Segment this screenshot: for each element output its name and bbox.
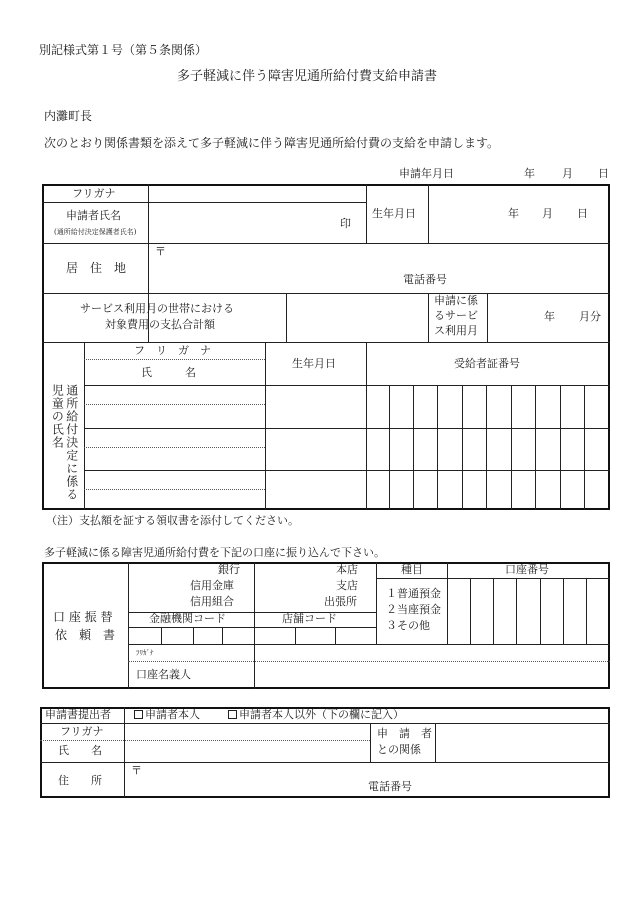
applicant-name-field[interactable] bbox=[149, 203, 365, 243]
child-row[interactable] bbox=[85, 429, 609, 470]
account-number-header: 口座番号 bbox=[505, 563, 549, 576]
application-date-day: 日 bbox=[598, 167, 609, 180]
application-date-label: 申請年月日 bbox=[399, 167, 454, 180]
children-cert-header: 受給者証番号 bbox=[454, 357, 520, 370]
service-total-label-1: サービス利用月の世帯における bbox=[80, 302, 234, 315]
institution-code-label: 金融機関コード bbox=[149, 612, 226, 625]
checkbox-self-icon[interactable] bbox=[134, 710, 143, 719]
intro-text: 次のとおり関係書類を添えて多子軽減に伴う障害児通所給付費の支給を申請します。 bbox=[44, 136, 500, 150]
service-month-label-3: ス利用月 bbox=[434, 324, 478, 337]
address-field[interactable] bbox=[149, 244, 609, 293]
holder-name-field[interactable] bbox=[255, 662, 609, 688]
address-label: 居 住 地 bbox=[66, 261, 127, 275]
service-year: 年 bbox=[544, 310, 555, 323]
applicant-birth-month: 月 bbox=[542, 207, 553, 220]
service-month-label-1: 申請に係 bbox=[434, 294, 478, 307]
account-type-option[interactable]: １普通預金 bbox=[386, 587, 441, 600]
phone-label: 電話番号 bbox=[403, 273, 447, 286]
applicant-furigana-label: フリガナ bbox=[72, 187, 116, 200]
account-number-field[interactable] bbox=[448, 579, 609, 644]
bank-section-label-2: 依 頼 書 bbox=[55, 628, 116, 642]
submitter-option-other[interactable]: 申請者本人以外（下の欄に記入） bbox=[228, 709, 404, 722]
seal-mark: 印 bbox=[340, 217, 351, 230]
postal-mark: 〒 bbox=[155, 245, 166, 258]
applicant-birthdate-label: 生年月日 bbox=[372, 207, 416, 220]
submitter-phone-label: 電話番号 bbox=[368, 780, 412, 793]
branch-type-office: 出張所 bbox=[324, 595, 357, 608]
branch-type-main: 本店 bbox=[336, 563, 358, 576]
account-type-option[interactable]: ２当座預金 bbox=[386, 603, 441, 616]
children-furigana-header: フ リ ガ ナ bbox=[134, 344, 211, 357]
submitter-address-label: 住 所 bbox=[58, 774, 102, 787]
service-month: 月分 bbox=[579, 310, 601, 323]
bank-type-kumiai: 信用組合 bbox=[190, 595, 234, 608]
service-month-label-2: るサービ bbox=[434, 309, 478, 322]
service-total-label-2: 対象費用の支払合計額 bbox=[105, 318, 215, 331]
children-name-header: 氏 名 bbox=[141, 366, 196, 379]
submitter-label: 申請書提出者 bbox=[45, 708, 111, 721]
bank-section-label-1: 口 座 振 替 bbox=[53, 610, 113, 624]
submitter-relation-field[interactable] bbox=[436, 724, 609, 762]
submitter-name-label: 氏 名 bbox=[58, 744, 102, 757]
form-number: 別記様式第１号（第５条関係） bbox=[39, 43, 208, 57]
submitter-name-field[interactable] bbox=[125, 724, 369, 762]
children-side-label: 通所給付決定に係る児童の氏名 bbox=[50, 384, 79, 501]
application-date-year: 年 bbox=[524, 167, 535, 180]
form-title: 多子軽減に伴う障害児通所給付費支給申請書 bbox=[177, 69, 438, 84]
bank-type-bank: 銀行 bbox=[218, 563, 240, 576]
receipt-note: （注）支払額を証する領収書を添付してください。 bbox=[46, 514, 299, 527]
applicant-birth-day: 日 bbox=[577, 207, 588, 220]
branch-code-field[interactable] bbox=[255, 628, 376, 644]
branch-type-branch: 支店 bbox=[336, 579, 358, 592]
children-birthdate-header: 生年月日 bbox=[292, 357, 336, 370]
submitter-address-field[interactable] bbox=[125, 763, 609, 797]
service-total-field[interactable] bbox=[287, 294, 427, 342]
applicant-name-label: 申請者氏名 bbox=[66, 209, 121, 222]
submitter-furigana-label: フリガナ bbox=[60, 725, 104, 738]
applicant-birth-year: 年 bbox=[508, 207, 519, 220]
holder-name-label: 口座名義人 bbox=[136, 668, 191, 681]
addressee: 内灘町長 bbox=[44, 109, 93, 123]
application-date-month: 月 bbox=[562, 167, 573, 180]
institution-code-field[interactable] bbox=[129, 628, 254, 644]
holder-furigana-label: ﾌﾘｶﾞﾅ bbox=[136, 649, 154, 657]
bank-type-shinkin: 信用金庫 bbox=[190, 579, 234, 592]
branch-name-field[interactable] bbox=[255, 563, 323, 611]
bank-intro: 多子軽減に係る障害児通所給付費を下記の口座に振り込んで下さい。 bbox=[44, 546, 385, 559]
applicant-furigana-field[interactable] bbox=[149, 185, 365, 202]
submitter-relation-label-2: との関係 bbox=[377, 743, 421, 756]
child-row[interactable] bbox=[85, 471, 609, 509]
submitter-postal-mark: 〒 bbox=[131, 764, 142, 777]
branch-code-label: 店舗コード bbox=[282, 612, 337, 625]
holder-furigana-field[interactable] bbox=[255, 645, 609, 661]
account-type-header: 種目 bbox=[401, 563, 423, 576]
submitter-option-self[interactable]: 申請者本人 bbox=[134, 709, 200, 722]
submitter-relation-label-1: 申 請 者 bbox=[377, 727, 432, 740]
applicant-name-sublabel: (通所給付決定保護者氏名) bbox=[54, 228, 137, 236]
bank-name-field[interactable] bbox=[129, 563, 189, 611]
child-row[interactable] bbox=[85, 386, 609, 428]
checkbox-other-icon[interactable] bbox=[228, 710, 237, 719]
account-type-option[interactable]: ３その他 bbox=[386, 619, 430, 632]
